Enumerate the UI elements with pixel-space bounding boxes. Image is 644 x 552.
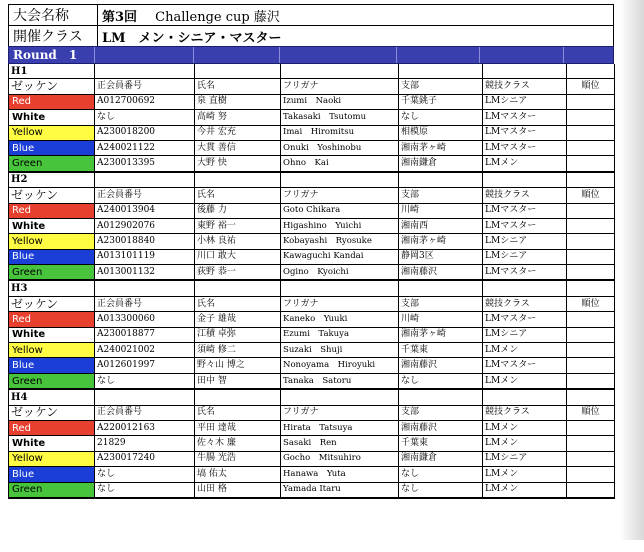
rank-cell: [567, 125, 615, 140]
rider-furigana: Gocho Mitsuhiro: [281, 451, 399, 466]
rank-cell: [567, 140, 615, 155]
rider-name: 泉 直樹: [195, 94, 281, 109]
column-header-furigana: フリガナ: [281, 296, 399, 311]
zekken-color-green: Green: [9, 482, 95, 498]
column-header-zekken: ゼッケン: [9, 79, 95, 94]
member-no: A230013395: [95, 156, 195, 172]
race-class: LMメン: [483, 343, 567, 358]
heat-label-row: [9, 172, 615, 188]
rider-name: 川口 敢大: [195, 249, 281, 264]
member-no: A013300060: [95, 312, 195, 327]
branch: なし: [399, 467, 483, 482]
column-header-rank: 順位: [567, 79, 615, 94]
rider-furigana: Yamada Itaru: [281, 482, 399, 498]
column-header-branch: 支部: [399, 79, 483, 94]
race-class: LMメン: [483, 373, 567, 389]
branch: なし: [399, 482, 483, 498]
heat-label-empty-cell: [195, 280, 281, 296]
branch: 湘南西: [399, 218, 483, 233]
rider-name: 今井 宏充: [195, 125, 281, 140]
rider-name: 金子 雄哉: [195, 312, 281, 327]
column-header-rank: 順位: [567, 188, 615, 203]
rider-name: 野々山 博之: [195, 358, 281, 373]
member-no: A012902076: [95, 218, 195, 233]
rider-row: [9, 343, 615, 358]
column-header-row: [9, 405, 615, 420]
heat-label-empty-cell: [281, 389, 399, 405]
rider-furigana: Imai Hiromitsu: [281, 125, 399, 140]
rider-name: 牛腸 光浩: [195, 451, 281, 466]
rider-furigana: Takasaki Tsutomu: [281, 110, 399, 125]
heat-label-row: [9, 389, 615, 405]
member-no: A240021122: [95, 140, 195, 155]
rider-name: 東野 裕一: [195, 218, 281, 233]
rider-row: [9, 94, 615, 109]
rank-cell: [567, 420, 615, 435]
member-no: A230018877: [95, 327, 195, 342]
race-class: LMシニア: [483, 94, 567, 109]
event-class-row: [9, 26, 614, 47]
rider-furigana: Kobayashi Ryosuke: [281, 234, 399, 249]
heat-label-empty-cell: [567, 172, 615, 188]
zekken-color-white: White: [9, 327, 95, 342]
rider-furigana: Goto Chikara: [281, 203, 399, 218]
rider-furigana: Kaneko Yuuki: [281, 312, 399, 327]
branch: なし: [399, 373, 483, 389]
zekken-color-white: White: [9, 110, 95, 125]
heat-label-empty-cell: [399, 64, 483, 79]
event-title: Challenge cup 藤沢: [155, 9, 280, 25]
race-class: LMマスター: [483, 218, 567, 233]
column-header-row: [9, 79, 615, 94]
heat-label: H3: [9, 280, 95, 296]
column-header-branch: 支部: [399, 405, 483, 420]
rider-name: 荻野 恭一: [195, 265, 281, 281]
event-name-label: 大会名称: [9, 5, 98, 26]
column-header-furigana: フリガナ: [281, 188, 399, 203]
rank-cell: [567, 467, 615, 482]
column-header-branch: 支部: [399, 188, 483, 203]
column-header-name: 氏名: [195, 79, 281, 94]
branch: 湘南藤沢: [399, 265, 483, 281]
branch: 湘南茅ヶ崎: [399, 140, 483, 155]
branch: 千葉銚子: [399, 94, 483, 109]
column-header-row: [9, 188, 615, 203]
rank-cell: [567, 203, 615, 218]
column-header-member-no: 正会員番号: [95, 296, 195, 311]
column-header-class: 競技クラス: [483, 79, 567, 94]
zekken-color-yellow: Yellow: [9, 451, 95, 466]
rider-name: 須崎 修二: [195, 343, 281, 358]
race-class: LMマスター: [483, 358, 567, 373]
rider-name: 田中 智: [195, 373, 281, 389]
rider-name: 山田 格: [195, 482, 281, 498]
heat-label-empty-cell: [95, 280, 195, 296]
heat-label-empty-cell: [399, 389, 483, 405]
rider-row: [9, 358, 615, 373]
rank-cell: [567, 312, 615, 327]
heat-label-empty-cell: [95, 64, 195, 79]
zekken-color-blue: Blue: [9, 467, 95, 482]
rider-row: [9, 249, 615, 264]
rank-cell: [567, 265, 615, 281]
branch: 川崎: [399, 203, 483, 218]
heat-label-empty-cell: [281, 172, 399, 188]
rider-row: [9, 140, 615, 155]
heats-body: [9, 64, 615, 498]
race-class: LMシニア: [483, 327, 567, 342]
heat-label-empty-cell: [95, 172, 195, 188]
event-name-row: [9, 5, 614, 26]
rider-name: 後藤 力: [195, 203, 281, 218]
rider-row: [9, 420, 615, 435]
rank-cell: [567, 327, 615, 342]
race-class: LMマスター: [483, 203, 567, 218]
member-no: A240021002: [95, 343, 195, 358]
event-number: 第3回: [102, 9, 138, 25]
round-title: Round 1: [9, 47, 95, 63]
column-header-member-no: 正会員番号: [95, 188, 195, 203]
round-bar-cell: [95, 47, 194, 63]
rider-row: [9, 156, 615, 172]
branch: 千葉東: [399, 343, 483, 358]
heat-label-empty-cell: [399, 280, 483, 296]
race-class: LMマスター: [483, 125, 567, 140]
rider-row: [9, 451, 615, 466]
rider-row: [9, 110, 615, 125]
event-header-table: [8, 4, 614, 47]
member-no: A230018200: [95, 125, 195, 140]
heat-label-row: [9, 280, 615, 296]
rider-furigana: Ogino Kyoichi: [281, 265, 399, 281]
rank-cell: [567, 249, 615, 264]
rider-row: [9, 125, 615, 140]
zekken-color-blue: Blue: [9, 249, 95, 264]
heat-label-empty-cell: [399, 172, 483, 188]
round-bar-cell: [280, 47, 397, 63]
race-class: LMマスター: [483, 140, 567, 155]
branch: 湘南藤沢: [399, 420, 483, 435]
rider-furigana: Hirata Tatsuya: [281, 420, 399, 435]
rider-row: [9, 312, 615, 327]
heat-label-empty-cell: [567, 389, 615, 405]
column-header-member-no: 正会員番号: [95, 79, 195, 94]
heats-table: [8, 64, 615, 499]
rank-cell: [567, 358, 615, 373]
rider-row: [9, 467, 615, 482]
race-class: LMメン: [483, 420, 567, 435]
rider-furigana: Higashino Yuichi: [281, 218, 399, 233]
member-no: A240013904: [95, 203, 195, 218]
heat-label: H1: [9, 64, 95, 79]
column-header-name: 氏名: [195, 296, 281, 311]
rider-furigana: Izumi Naoki: [281, 94, 399, 109]
race-class: LMメン: [483, 436, 567, 451]
heat-label-empty-cell: [95, 389, 195, 405]
branch: 川崎: [399, 312, 483, 327]
race-class: LMマスター: [483, 110, 567, 125]
rider-row: [9, 373, 615, 389]
rider-furigana: Ezumi Takuya: [281, 327, 399, 342]
rank-cell: [567, 218, 615, 233]
zekken-color-red: Red: [9, 203, 95, 218]
rank-cell: [567, 110, 615, 125]
zekken-color-yellow: Yellow: [9, 125, 95, 140]
column-header-branch: 支部: [399, 296, 483, 311]
column-header-class: 競技クラス: [483, 405, 567, 420]
branch: 湘南鎌倉: [399, 451, 483, 466]
race-class: LMシニア: [483, 451, 567, 466]
rider-furigana: Ohno Kai: [281, 156, 399, 172]
member-no: A013101119: [95, 249, 195, 264]
column-header-rank: 順位: [567, 405, 615, 420]
column-header-class: 競技クラス: [483, 296, 567, 311]
heat-label-empty-cell: [281, 280, 399, 296]
heat-label-row: [9, 64, 615, 79]
member-no: なし: [95, 467, 195, 482]
rider-furigana: Nonoyama Hiroyuki: [281, 358, 399, 373]
member-no: A012700692: [95, 94, 195, 109]
member-no: A230018840: [95, 234, 195, 249]
member-no: A230017240: [95, 451, 195, 466]
heat-label-empty-cell: [195, 172, 281, 188]
rider-row: [9, 265, 615, 281]
heat-label: H4: [9, 389, 95, 405]
member-no: A220012163: [95, 420, 195, 435]
rider-name: 大貫 善信: [195, 140, 281, 155]
rider-name: 大野 快: [195, 156, 281, 172]
heat-label-empty-cell: [483, 172, 567, 188]
rider-furigana: Kawaguchi Kandai: [281, 249, 399, 264]
rank-cell: [567, 451, 615, 466]
race-class: LMメン: [483, 467, 567, 482]
branch: 湘南藤沢: [399, 358, 483, 373]
rider-name: 佐々木 廉: [195, 436, 281, 451]
rank-cell: [567, 436, 615, 451]
rider-furigana: Tanaka Satoru: [281, 373, 399, 389]
round-bar-cell: [397, 47, 481, 63]
rider-name: 塙 佑太: [195, 467, 281, 482]
branch: 湘南鎌倉: [399, 156, 483, 172]
race-class: LMシニア: [483, 234, 567, 249]
column-header-furigana: フリガナ: [281, 79, 399, 94]
heat-label-empty-cell: [567, 64, 615, 79]
rider-row: [9, 327, 615, 342]
rider-name: 江積 卓弥: [195, 327, 281, 342]
rider-row: [9, 218, 615, 233]
rider-furigana: Hanawa Yuta: [281, 467, 399, 482]
rank-cell: [567, 373, 615, 389]
member-no: なし: [95, 482, 195, 498]
zekken-color-red: Red: [9, 94, 95, 109]
zekken-color-white: White: [9, 436, 95, 451]
event-name-value: [98, 5, 614, 26]
page-edge-shadow: [620, 0, 644, 540]
zekken-color-green: Green: [9, 265, 95, 281]
rider-furigana: Suzaki Shuji: [281, 343, 399, 358]
branch: なし: [399, 110, 483, 125]
zekken-color-red: Red: [9, 420, 95, 435]
member-no: A012601997: [95, 358, 195, 373]
heat-label-empty-cell: [195, 389, 281, 405]
rank-cell: [567, 343, 615, 358]
zekken-color-blue: Blue: [9, 140, 95, 155]
rider-furigana: Onuki Yoshinobu: [281, 140, 399, 155]
member-no: 21829: [95, 436, 195, 451]
rank-cell: [567, 94, 615, 109]
zekken-color-yellow: Yellow: [9, 234, 95, 249]
rider-row: [9, 436, 615, 451]
branch: 湘南茅ヶ崎: [399, 327, 483, 342]
column-header-zekken: ゼッケン: [9, 405, 95, 420]
race-class: LMシニア: [483, 249, 567, 264]
round-bar-cell: [194, 47, 280, 63]
round-bar-cell: [564, 47, 613, 63]
column-header-zekken: ゼッケン: [9, 296, 95, 311]
zekken-color-white: White: [9, 218, 95, 233]
heat-label-empty-cell: [483, 389, 567, 405]
column-header-name: 氏名: [195, 405, 281, 420]
member-no: A013001132: [95, 265, 195, 281]
column-header-name: 氏名: [195, 188, 281, 203]
rider-row: [9, 234, 615, 249]
zekken-color-yellow: Yellow: [9, 343, 95, 358]
heat-label-empty-cell: [483, 280, 567, 296]
column-header-furigana: フリガナ: [281, 405, 399, 420]
rider-name: 平田 達哉: [195, 420, 281, 435]
zekken-color-red: Red: [9, 312, 95, 327]
column-header-member-no: 正会員番号: [95, 405, 195, 420]
event-class-label: 開催クラス: [9, 26, 98, 47]
rank-cell: [567, 234, 615, 249]
rider-name: 高崎 努: [195, 110, 281, 125]
zekken-color-green: Green: [9, 156, 95, 172]
race-class: LMマスター: [483, 265, 567, 281]
rank-cell: [567, 156, 615, 172]
rider-row: [9, 203, 615, 218]
heat-label-empty-cell: [281, 64, 399, 79]
race-class: LMマスター: [483, 312, 567, 327]
event-class-value: LM メン・シニア・マスター: [98, 26, 614, 47]
member-no: なし: [95, 373, 195, 389]
column-header-class: 競技クラス: [483, 188, 567, 203]
zekken-color-green: Green: [9, 373, 95, 389]
race-class: LMメン: [483, 482, 567, 498]
race-class: LMメン: [483, 156, 567, 172]
zekken-color-blue: Blue: [9, 358, 95, 373]
rider-furigana: Sasaki Ren: [281, 436, 399, 451]
rank-cell: [567, 482, 615, 498]
rider-name: 小林 良祐: [195, 234, 281, 249]
heat-label: H2: [9, 172, 95, 188]
heat-label-empty-cell: [567, 280, 615, 296]
heat-label-empty-cell: [195, 64, 281, 79]
heat-label-empty-cell: [483, 64, 567, 79]
branch: 静岡3区: [399, 249, 483, 264]
column-header-row: [9, 296, 615, 311]
branch: 相模原: [399, 125, 483, 140]
branch: 千葉東: [399, 436, 483, 451]
rider-row: [9, 482, 615, 498]
round-bar: [8, 46, 614, 64]
branch: 湘南茅ヶ崎: [399, 234, 483, 249]
round-bar-cell: [480, 47, 564, 63]
column-header-rank: 順位: [567, 296, 615, 311]
column-header-zekken: ゼッケン: [9, 188, 95, 203]
member-no: なし: [95, 110, 195, 125]
